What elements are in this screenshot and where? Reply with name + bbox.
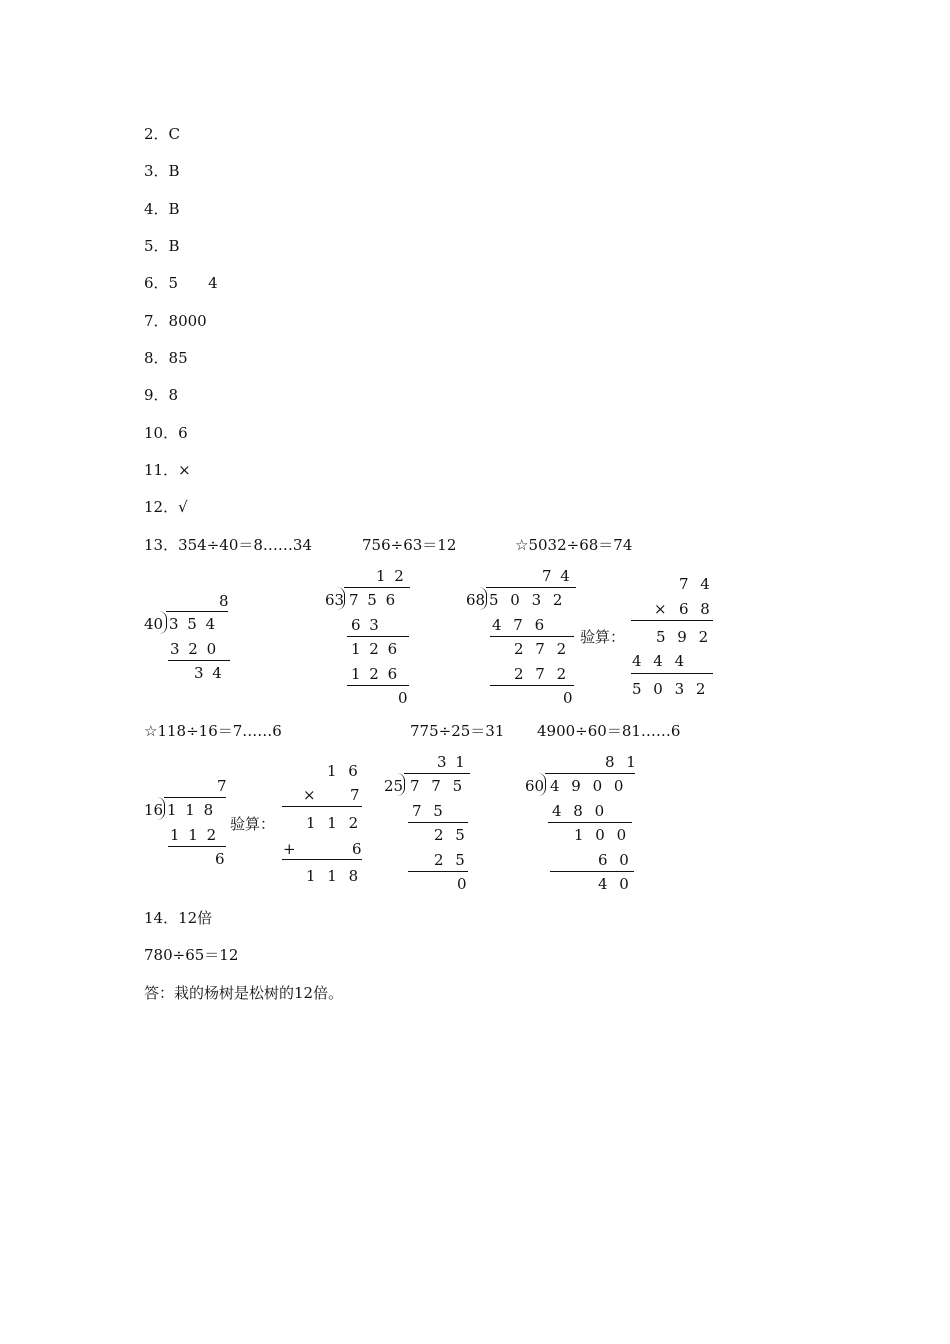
- subtraction-line-1: [347, 636, 409, 637]
- answer-2: [144, 125, 180, 143]
- subtraction-line-2: [347, 685, 409, 686]
- q14-answer: 答：栽的杨树是松树的12倍。: [144, 984, 344, 1002]
- multiplicand: 1 6: [327, 762, 358, 780]
- division-bar: [166, 611, 228, 612]
- answer-10-text: 6: [178, 424, 188, 442]
- answer-4-number: 4．: [144, 200, 169, 218]
- subtraction-line-1: [408, 822, 468, 823]
- dividend: 1 1 8: [167, 801, 214, 819]
- answer-8: [144, 349, 188, 367]
- subtrahend-2: 6 0: [598, 851, 629, 869]
- remainder: 6: [215, 850, 225, 868]
- final-product: 5 0 3 2: [632, 680, 706, 698]
- division-bar: [486, 587, 576, 588]
- subtrahend-2: 1 2 6: [351, 665, 398, 683]
- answer-10: [144, 424, 188, 442]
- answer-12-text: √: [178, 498, 188, 516]
- quotient: 3 1: [437, 753, 465, 771]
- answer-7-text: 8000: [168, 312, 207, 330]
- answer-10-number: 10．: [144, 424, 179, 442]
- divisor: 60: [525, 777, 545, 795]
- q14-head-text: 12倍: [178, 909, 213, 927]
- partial-product-1: 5 9 2: [656, 628, 709, 646]
- remainder: 0: [563, 689, 573, 707]
- product-line-1: [631, 620, 713, 621]
- division-bar: [164, 797, 226, 798]
- q13-equation-2: 756÷63＝12: [362, 536, 457, 554]
- times-sign: ×: [654, 600, 667, 618]
- subtraction-line: [168, 660, 230, 661]
- quotient: 7: [217, 777, 227, 795]
- subtrahend-1: 4 8 0: [552, 802, 605, 820]
- subtraction-line-2: [490, 685, 574, 686]
- answer-4-text: B: [168, 200, 180, 218]
- answer-4: [144, 200, 180, 218]
- answer-11-text: ×: [178, 461, 191, 479]
- quotient: 8 1: [605, 753, 636, 771]
- answer-11: [144, 461, 191, 479]
- subtrahend: 1 1 2: [170, 826, 217, 844]
- divisor: 68: [466, 591, 486, 609]
- partial-dividend: 2 5: [434, 826, 465, 844]
- partial-dividend: 1 2 6: [351, 640, 398, 658]
- answer-5-number: 5．: [144, 237, 169, 255]
- plus-sign: +: [283, 840, 296, 858]
- answer-2-text: C: [168, 125, 181, 143]
- answer-11-number: 11．: [144, 461, 179, 479]
- product: 1 1 2: [306, 814, 359, 832]
- q14-number: 14．: [144, 909, 179, 927]
- dividend: 5 0 3 2: [489, 591, 563, 609]
- answer-7-number: 7．: [144, 312, 169, 330]
- answer-12: [144, 498, 188, 516]
- answer-9-number: 9．: [144, 386, 169, 404]
- subtraction-line: [168, 846, 226, 847]
- answer-6-number: 6．: [144, 274, 169, 292]
- subtrahend-1: 4 7 6: [492, 616, 545, 634]
- partial-product-2: 4 4 4: [632, 652, 685, 670]
- division-bar: [344, 587, 410, 588]
- dividend: 7 5 6: [349, 591, 396, 609]
- division-bar: [404, 773, 470, 774]
- answer-5: [144, 237, 180, 255]
- subtrahend: 3 2 0: [170, 640, 217, 658]
- subtraction-line-1: [548, 822, 632, 823]
- answer-8-number: 8．: [144, 349, 169, 367]
- sum: 1 1 8: [306, 867, 359, 885]
- answer-2-number: 2．: [144, 125, 169, 143]
- dividend: 3 5 4: [169, 615, 216, 633]
- partial-dividend: 1 0 0: [574, 826, 627, 844]
- division-bar: [545, 773, 635, 774]
- answer-12-number: 12．: [144, 498, 179, 516]
- dividend: 7 7 5: [410, 777, 463, 795]
- q13-eq1-text: 354÷40＝8……34: [178, 536, 313, 554]
- subtrahend-1: 6 3: [351, 616, 379, 634]
- answer-9: [144, 386, 178, 404]
- q13-equation-1: [144, 536, 312, 554]
- check-label-2: 验算：: [230, 815, 276, 833]
- times-sign: ×: [303, 786, 316, 804]
- subtraction-line-2: [408, 871, 468, 872]
- answer-3-text: B: [168, 162, 180, 180]
- divisor: 16: [144, 801, 164, 819]
- q13-equation-4: ☆118÷16＝7……6: [144, 722, 282, 740]
- answer-6-text: 5 4: [168, 274, 218, 292]
- subtraction-line-1: [490, 636, 574, 637]
- partial-dividend: 2 7 2: [514, 640, 567, 658]
- remainder: 4 0: [598, 875, 629, 893]
- q13-equation-6: 4900÷60＝81……6: [537, 722, 681, 740]
- subtraction-line-2: [550, 871, 634, 872]
- multiplicand: 7 4: [679, 575, 710, 593]
- divisor: 63: [325, 591, 345, 609]
- answer-3: [144, 162, 180, 180]
- quotient: 7 4: [542, 567, 570, 585]
- answer-9-text: 8: [168, 386, 179, 404]
- q13-equation-5: 775÷25＝31: [410, 722, 505, 740]
- multiplier: 6 8: [679, 600, 710, 618]
- subtrahend-1: 7 5: [412, 802, 443, 820]
- answer-5-text: B: [168, 237, 180, 255]
- check-label: 验算：: [580, 628, 626, 646]
- dividend: 4 9 0 0: [550, 777, 624, 795]
- subtrahend-2: 2 7 2: [514, 665, 567, 683]
- q14-equation: 780÷65＝12: [144, 946, 239, 964]
- remainder: 3 4: [194, 664, 222, 682]
- multiplier: 7: [350, 786, 360, 804]
- answer-3-number: 3．: [144, 162, 169, 180]
- q14-heading: [144, 909, 212, 927]
- answer-8-text: 85: [168, 349, 188, 367]
- quotient: 1 2: [376, 567, 404, 585]
- product-line-2: [631, 673, 713, 674]
- answer-7: [144, 312, 207, 330]
- addend: 6: [352, 840, 362, 858]
- remainder: 0: [398, 689, 408, 707]
- q13-equation-3: ☆5032÷68＝74: [515, 536, 633, 554]
- answer-6: [144, 274, 218, 292]
- subtrahend-2: 2 5: [434, 851, 465, 869]
- quotient: 8: [219, 592, 229, 610]
- product-line: [282, 806, 362, 807]
- sum-line: [282, 859, 362, 860]
- remainder: 0: [457, 875, 467, 893]
- divisor: 40: [144, 615, 164, 633]
- divisor: 25: [384, 777, 404, 795]
- q13-number: 13．: [144, 536, 179, 554]
